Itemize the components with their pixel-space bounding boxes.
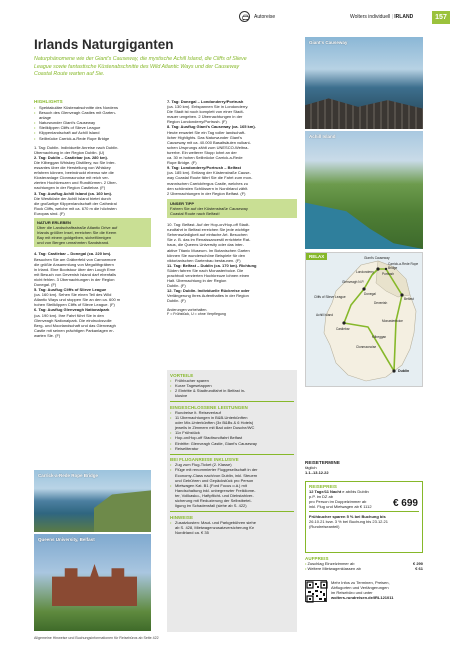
itinerary-line: Europas sind. (F) [34, 210, 65, 216]
itinerary-line: warten Sie. (F) [34, 332, 61, 338]
itinerary-line: (ca. 190 km). Ihre Fahrt führt Sie in den [34, 312, 104, 318]
itinerary-line: viktorianischen Gartenbau bestaunen. (F) [167, 257, 241, 263]
reisepreis-box [305, 481, 423, 553]
photo-giants-causeway [305, 37, 423, 129]
intro-text [34, 56, 299, 79]
itinerary-line: Die Westküste der Achill Island bietet durch [34, 195, 111, 201]
itinerary-line: Halt. Übernachtung in der Region [167, 278, 227, 284]
preis-from: p.P. im DZ ab [309, 494, 333, 500]
qr-info-line: Mehr Infos zu Terminen, Preisen, [331, 580, 390, 585]
termine-line: täglich [305, 465, 317, 470]
left-column [34, 99, 151, 338]
itinerary-line: 12. Tag: Dublin. Individuelle Rückreise oder [167, 288, 250, 294]
itinerary-line: die großartige Klippenlandschaft der Cathedral [34, 200, 117, 206]
aufpreis-row [305, 566, 423, 571]
list-item: • Eintritte: Glenveagh Castle, Giant's Causeway [170, 441, 294, 446]
itinerary-line: Die Stadt ist noch komplett von einer Stadt- [167, 109, 244, 115]
qr-info-line: im Reisebüro und unter [331, 590, 373, 596]
natur-line: Über die Landschaftsstraße Atlantic Drive auf [37, 225, 118, 231]
list-item: • Zug zum Flug-Ticket (2. Klasse) [170, 462, 294, 467]
itinerary-days-4-6 [34, 251, 151, 338]
itinerary-line: zierten Hochkreuzen und Rundtürmen. 2 Über- [34, 180, 118, 186]
map-label: Castlebar [336, 327, 350, 331]
itinerary-line: way Coastal Route fährt Sie die Fahrt zum mon- [167, 175, 253, 181]
list-item: • Reiseliteratur [170, 446, 294, 451]
itinerary-line: rundfahrt in Belfast erreichen Sie jede wichtige [167, 227, 250, 233]
map-label: Achill Island [316, 313, 334, 317]
list-item: • Besuch des Glenveagh Castles mit Garten- anlage [34, 110, 151, 120]
map-label: Cliffs of Slieve League [314, 295, 346, 299]
list-item: • Klippenlandschaft auf Achill Island [34, 130, 151, 135]
itinerary-line: essantes über die Herstellung von Whiskey [34, 165, 111, 171]
preis-days: 12 Tage/11 Nacht [309, 489, 342, 494]
list-item: • Naturwunder Giant's Causeway [34, 120, 151, 125]
qr-info-line: Abflugorten und Verlängerungen [331, 585, 389, 591]
itinerary-line: können Sie wunderschöne Beispiele für den [167, 252, 246, 258]
early-line: 26.10.21 bzw. 3 % bei Buchung bis 23.12.21 [309, 519, 388, 525]
list-item: • Hop-on/Hop-off Stadtrundfahrt Belfast [170, 435, 294, 440]
map-label: Dublin [398, 369, 410, 373]
map-label: Carrick-a-Rede Rope Bridge [388, 262, 419, 270]
list-item: • Spektakuläre Küstenabschnitte des Nordens [34, 105, 151, 110]
cliff-shape [94, 490, 151, 532]
map-label: Portrush [382, 272, 395, 276]
itinerary-days-10-12 [167, 222, 297, 304]
qr-info-link[interactable]: wolters-rundreisen.de/IRL121011 [331, 595, 394, 601]
itinerary-days-7-9 [167, 99, 297, 196]
itinerary-line: Causeway mit ca. 40.000 Basaltsäulen vulkani- [167, 139, 251, 145]
list-item: • Zusatzkosten: Maut- und Parkgebühren siehe ab S. 428, Mietwagenzusatzversicherung für Nordirland ca. € 35 [170, 520, 294, 535]
natur-heading: NATUR ERLEBEN [37, 219, 71, 225]
tipp-line: Fahren Sie auf der Küstenstraße Causeway [170, 205, 248, 211]
list-item: • Rundreise lt. Reiseverlauf [170, 410, 294, 415]
itinerary-line: Rock Cliffs, welche mit ca. 670 m die höchsten [34, 205, 117, 211]
map-label: Londonderry [356, 270, 374, 274]
list-item: • Seilbrücke Carrick-a-Rede Rope Bridge [34, 136, 151, 141]
aufpreis-value: € 61 [415, 566, 423, 572]
page-footer: Allgemeine Hinweise und Buchungsinformationen für Reisebüros ab Seite 422 [34, 636, 159, 640]
itinerary-line: 3. Tag: Ausflug Achill Island (ca. 160 km). [34, 190, 113, 196]
itinerary-line: erfahren können, beeindruckt ebenso wie die [34, 170, 114, 176]
list-item: • Kurze Tagesetappen [170, 383, 294, 388]
leistungen-list [170, 410, 294, 451]
aufpreis-label: • Weitere Mietwagenklassen ab [305, 566, 361, 572]
itinerary-line: Donegal. (F) [34, 282, 57, 287]
vorteile-heading: VORTEILE [170, 373, 194, 378]
tipp-heading: UNSER TIPP [170, 200, 195, 206]
intro-line: League sowie fantastische Küstenabschnitte des Wild Atlantic Ways und der Causeway [34, 63, 240, 70]
photo-caption: Queens University, Belfast [38, 537, 95, 542]
preis-room: pro Person im Doppelzimmer ab [309, 499, 367, 505]
map-badge: RELAX [306, 253, 327, 260]
preis-flug: inkl. Flug und Mietwagen ab € 1112 [309, 504, 372, 510]
flug-heading: BEI FLUGANREISE INKLUSIVE [170, 457, 239, 463]
itinerary-line: 8. Tag: Ausflug Giant's Causeway (ca. 165 km). [167, 124, 256, 130]
itinerary-line: Süden fahren Sie nach Monasterboice. Die [167, 267, 244, 273]
page-title: Irlands Naturgiganten [34, 37, 174, 52]
itinerary-line: Region Londonderry/Portrush. (F) [167, 119, 227, 125]
itinerary-line: Castle mit seinen prächtigen Parkanlagen er- [34, 327, 115, 333]
highlights-list [34, 105, 151, 141]
photo-queens-university [34, 534, 151, 631]
itinerary-days-1-3 [34, 145, 151, 216]
header-separator: | [391, 14, 395, 20]
map-label: Glenveagh N.P. [342, 280, 365, 284]
list-item: • Steilklippen Cliffs of Slieve League [34, 125, 151, 130]
sea-shape [305, 191, 423, 249]
page-number: 157 [432, 11, 450, 24]
qr-info [331, 580, 423, 600]
list-item: • 2 Eintritte & Stadtrundfahrt in Belfast in- klusive [170, 388, 294, 398]
itinerary-line: 2. Tag: Dublin – Castlebar (ca. 280 km). [34, 154, 108, 160]
early-line: (Rundreiseanteil) [309, 524, 340, 530]
page-header [0, 0, 456, 26]
flug-list [170, 462, 294, 508]
hinweise-heading: HINWEISE [170, 514, 194, 520]
qr-code[interactable] [305, 580, 327, 602]
natur-line: und von Bergen umrahmten Sandstrand. [37, 240, 110, 246]
itinerary-line: Atlantic Ways und stoppen Sie an den ca. 600 m [34, 297, 121, 303]
itinerary-line: mauer umgeben. 2 Übernachtungen in der [167, 114, 243, 120]
divider [309, 511, 419, 512]
itinerary-line: 9. Tag: Londonderry/Portrush – Belfast [167, 165, 241, 171]
intro-line: Naturphänomene wie der Giant's Causeway, die mystische Achill Island, die Cliffs of Slieve [34, 56, 247, 62]
itinerary-line: 5. Tag: Ausflug Cliffs of Slieve League [34, 287, 107, 293]
itinerary-line: 6. Tag: Ausflug Glenveagh Nationalpark [34, 307, 110, 313]
itinerary-line: schen Ursprungs zählt zum UNESCO-Weltna- [167, 144, 249, 150]
divider [170, 511, 294, 512]
itinerary-line: Besuchen Sie am Gräberfeld von Carrowmore [34, 256, 117, 262]
itinerary-line: Klosteranlage Clonmacnoise mit reich ver- [34, 175, 110, 181]
photo-achill-island [305, 131, 423, 249]
tipp-line: Coastal Route nach Belfast! [170, 210, 220, 216]
itinerary-line: prachtvoll verzierten Hochkreuze lohnen einen [167, 273, 250, 278]
map-label: Clonmacnoise [356, 345, 377, 349]
map-label: Devenish [374, 301, 388, 305]
map-label: Monasterboice [382, 319, 403, 323]
preis-early [309, 514, 419, 529]
map-label: Kilbeggan [372, 335, 387, 339]
itinerary-line: 4. Tag: Castlebar – Donegal (ca. 220 km). [34, 251, 112, 257]
itinerary-line: (ca. 185 km). Entlang der Küstenstraße Cause- [167, 170, 251, 176]
itinerary-line: Glenveagh Nationalpark. Die eindrucksvolle [34, 317, 112, 323]
divider [170, 401, 294, 402]
itinerary-line: licher Highlights. Das Naturwunder Giant's [167, 134, 243, 140]
itinerary-line: 11. Tag: Belfast – Dublin (ca. 170 km). Richtung [167, 262, 257, 268]
map-label: Giant's Causeway [364, 256, 390, 260]
itinerary-line: nicht fehlen. 3 Übernachtungen in der Region [34, 276, 115, 282]
reisetermine [305, 460, 423, 475]
itinerary-line: Übernachtung in der Region Dublin. (U) [34, 149, 105, 155]
photo-caption: Giant's Causeway [309, 40, 348, 45]
natur-line: Irlands größter Insel, erreichen Sie die Keem [37, 230, 117, 236]
natur-box [34, 218, 151, 247]
header-country: IRLAND [394, 14, 414, 20]
building-shape [52, 564, 137, 606]
header-series-label: Wolters individuell [350, 14, 391, 20]
itinerary-line: Die Kilbeggan Whiskey Distillery, wo Sie Inter- [34, 159, 116, 165]
itinerary-line: (ca. 160 km). Sehen Sie einen Teil des Wild [34, 292, 112, 298]
itinerary-line: Rope Bridge. (F) [167, 160, 197, 166]
itinerary-line: 1. Tag: Dublin. Individuelle Anreise nach Dublin. [34, 144, 119, 150]
aufpreis-heading: AUFPREIS [305, 556, 329, 561]
intro-line: Coastal Route warten auf Sie. [34, 71, 105, 77]
itinerary-line: Verlängerung Ihres Aufenthaltes in der Region [167, 293, 249, 299]
header-series [350, 15, 413, 21]
highlights-heading: HIGHLIGHTS [34, 99, 63, 104]
photo-caption: Carrick-a-Rede Rope Bridge [38, 473, 99, 478]
changes-note [167, 308, 297, 317]
photo-caption: Achill Island [309, 134, 336, 139]
map-label: Belfast [404, 297, 414, 301]
early-line: Frühbucher sparen 5 % bei Buchung bis [309, 513, 386, 519]
itinerary-line: 7. Tag: Donegal – Londonderry/Portrush [167, 99, 244, 104]
itinerary-line: (ca. 130 km). Entspannen Sie in Londonderry. [167, 104, 249, 110]
photo-carrick-rope-bridge [34, 470, 151, 532]
itinerary-line: mannischen Carrickfergus Castle, welches zu [167, 180, 248, 186]
leistungen-heading: EINGESCHLOSSENE LEISTUNGEN [170, 404, 248, 410]
map-label: Donegal [364, 292, 376, 296]
itinerary-line: hohen Steilklippen Cliffs of Slieve League. (F) [34, 302, 115, 308]
middle-column [167, 99, 297, 317]
termine-heading: REISETERMINE [305, 460, 340, 465]
itinerary-line: aktive Titanic Museum. Im Botanischen Garten [167, 247, 250, 253]
car-icon [239, 11, 250, 22]
tipp-box [167, 199, 297, 218]
list-item: • Flüge mit renommierter Fluggesellschaft in der Economy-Class nach/von Dublin, inkl. Steuern und Gebühren und Gepäckstück pro Person [170, 467, 294, 482]
itinerary-line: 2 Übernachtungen in der Region Belfast. (F) [167, 190, 246, 196]
list-item: • 11 Übernachtungen in B&B-Unterkünften oder Mix-Unterkünften (3x B&Bs & 6 Hotels) jeweils in Zimmern mit Bad oder Dusche/WC [170, 415, 294, 430]
itinerary-line: Berg- und Moorlandschaft und das Glenveagh [34, 322, 116, 328]
list-item: • 11x Frühstück [170, 430, 294, 435]
preis-amount: € 699 [392, 498, 418, 509]
divider [170, 454, 294, 455]
list-item: • Mietwagen Kat. B1 (Ford Focus o.ä.) mit Handschaltung inkl. unbegrenzter Freikilome- ter, Vollkasko-, Haftpflicht- und Diebstahlver- sicherung mit Reduzierung der Selbstbetei- ligung im Schadensfall (siehe ab S. 422) [170, 483, 294, 508]
itinerary-line: haus, die Queens University oder das inter- [167, 242, 244, 248]
route-map [305, 252, 423, 387]
preis-heading: REISEPREIS [309, 484, 338, 489]
preis-route: e ab/bis Dublin [342, 489, 369, 494]
aufpreis-label: • Zuschlag Einzelzimmer ab [305, 561, 355, 566]
note-line: Änderungen vorbehalten. [167, 307, 208, 312]
hinweise-list [170, 520, 294, 535]
itinerary-line: Dublin. (F) [167, 298, 186, 304]
header-category: Autoreise [254, 14, 276, 20]
itinerary-line: Dublin. (F) [167, 283, 186, 289]
itinerary-line: Sie z. B. das im Renaissancestil errichtete Rat- [167, 237, 251, 243]
termine-dates: 1.1.-13.12.22 [305, 470, 329, 476]
itinerary-line: 10. Tag: Belfast. Auf der Hop-on/Hop-off Stadt- [167, 222, 250, 228]
itinerary-line: Heute erwartet Sie ein Tag voller landschaft- [167, 129, 246, 135]
itinerary-line: in Irland. Eine Bootstour über den Lough Erne [34, 266, 116, 272]
itinerary-line: nachtungen in der Region Castlebar. (F) [34, 185, 106, 191]
vorteile-list [170, 378, 294, 398]
services-panel [167, 370, 297, 632]
itinerary-line: ca. 30 m hohen Seilbrücke Carrick-a-Rede [167, 155, 243, 161]
aufpreis-section [305, 556, 423, 571]
itinerary-line: turerbe. Ein weiterer Stopp lohnt an der [167, 149, 237, 155]
note-line: F = Frühstück, U = ohne Verpflegung [167, 312, 226, 317]
itinerary-line: den schönsten Schlössern in Nordirland zählt. [167, 185, 249, 191]
list-item: • Frühbucher sparen [170, 378, 294, 383]
itinerary-line: mit Besuch von Devenish Island darf ebenfalls [34, 271, 117, 277]
basalt-columns [305, 95, 423, 129]
aufpreis-value: € 290 [412, 561, 423, 566]
itinerary-line: Sehenswürdigkeit auf einfache Art. Besuchen [167, 232, 248, 238]
natur-line: Bay mit einem goldgelben, sichelförmigen [37, 235, 112, 241]
itinerary-line: die größte Ansammlung von Megalithgräbern [34, 261, 114, 267]
